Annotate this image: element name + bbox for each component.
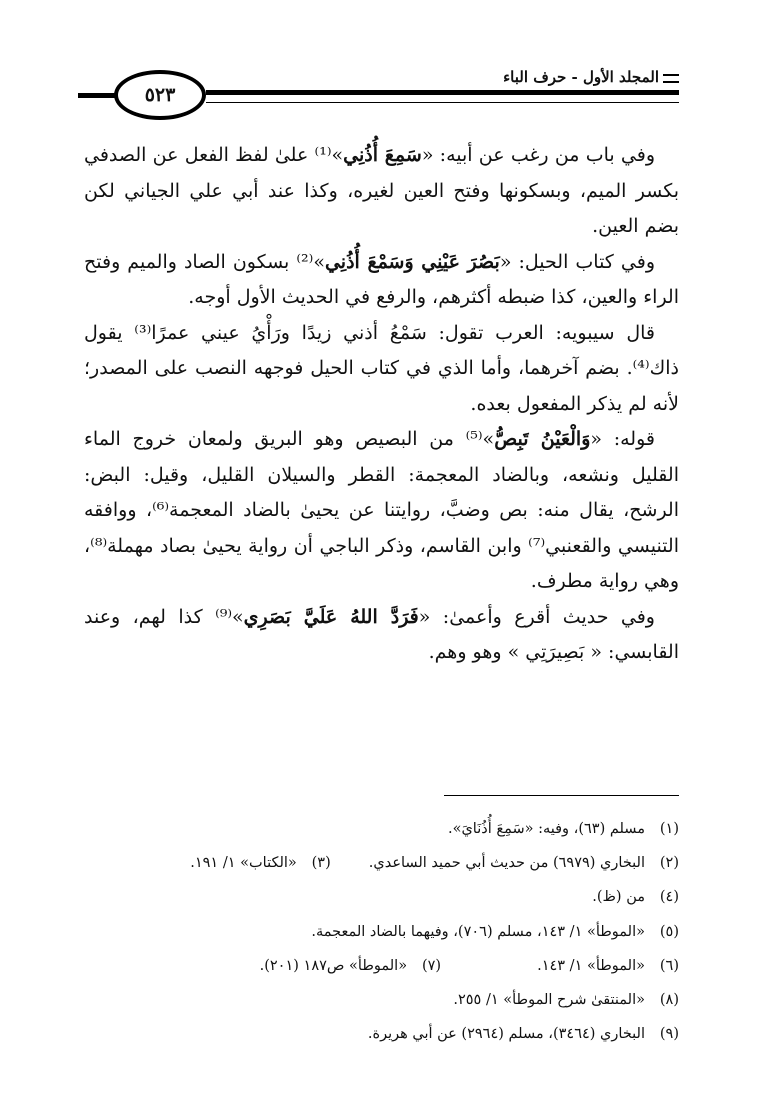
- footnote: (٢)البخاري (٦٩٧٩) من حديث أبي حميد الساعدي.(٣)«الكتاب» ١/ ١٩١.: [190, 855, 679, 872]
- running-title: [495, 68, 679, 86]
- hadith-quote: فَرَدَّ اللهُ عَلَيَّ بَصَرِي: [243, 605, 419, 628]
- paragraph: قال سيبويه: العرب تقول: سَمْعُ أذني زيدًا ورَأْيُ عيني عمرًا⁽³⁾ يقول ذاك⁽⁴⁾. بضم آخرهما، وأما الذي في كتاب الحيل فوجهه النصب على المصدر؛ لأنه لم يذكر المفعول بعده.: [84, 321, 679, 415]
- header-rule-right: [206, 90, 679, 103]
- paragraph: قوله: «وَالْعَيْنُ تَبِصُّ»⁽⁵⁾ من البصيص وهو البريق ولمعان خروج الماء القليل ونشعه، وبالضاد المعجمة: القطر والسيلان القليل، وقيل: البض: الرشح، يقال منه: بص وضبَّ، روايتنا عن يحيىٰ بالضاد المعجمة⁽⁶⁾، ووافقه التنيسي والقعنبي⁽⁷⁾ وابن القاسم، وذكر الباجي أن رواية يحيىٰ بصاد مهملة⁽⁸⁾، وهي رواية مطرف.: [84, 428, 679, 592]
- main-text: [84, 138, 679, 671]
- footnote: (٩)البخاري (٣٤٦٤)، مسلم (٢٩٦٤) عن أبي هريرة.: [367, 1026, 679, 1043]
- paragraph: وفي باب من رغب عن أبيه: «سَمِعَ أُذُنِي»⁽¹⁾ علىٰ لفظ الفعل عن الصدفي بكسر الميم، وبسكونها وفتح العين لغيره، وكذا عند أبي علي الجياني لكن بضم العين.: [84, 144, 679, 237]
- paragraph: وفي حديث أقرع وأعمىٰ: «فَرَدَّ اللهُ عَلَيَّ بَصَرِي»⁽⁹⁾ كذا لهم، وعند القابسي: « بَصِيرَتِي » وهو وهم.: [84, 605, 679, 663]
- footnote: (١)مسلم (٦٣)، وفيه: «سَمِعَ أُذُنَايَ».: [447, 821, 679, 837]
- footnote: (٦)«الموطأ» ١/ ١٤٣.(٧)«الموطأ» ص١٨٧ (٢٠١).: [259, 957, 679, 974]
- page-header: [78, 68, 679, 128]
- footnotes: [100, 812, 679, 1051]
- footnote: (٥)«الموطأ» ١/ ١٤٣، مسلم (٧٠٦)، وفيهما بالضاد المعجمة.: [311, 923, 679, 940]
- running-title-text: المجلد الأول - حرف الباء: [503, 68, 659, 86]
- footnote: (٤)من (ظ).: [592, 889, 679, 906]
- hadith-quote: وَالْعَيْنُ تَبِصُّ: [494, 428, 591, 450]
- title-ornament: [663, 74, 679, 83]
- hadith-quote: بَصُرَ عَيْنِي وَسَمْعَ أُذُنِي: [324, 250, 500, 273]
- page-number: ٥٢٣: [114, 70, 206, 120]
- hadith-quote: سَمِعَ أُذُنِي: [343, 144, 422, 166]
- paragraph: وفي كتاب الحيل: «بَصُرَ عَيْنِي وَسَمْعَ أُذُنِي»⁽²⁾ بسكون الصاد والميم وفتح الراء والعين، كذا ضبطه أكثرهم، والرفع في الحديث الأول أوجه.: [84, 250, 679, 308]
- footnote-separator: [444, 795, 679, 796]
- footnote: (٨)«المنتقىٰ شرح الموطأ» ١/ ٢٥٥.: [453, 992, 679, 1009]
- header-rule-left: [78, 93, 118, 98]
